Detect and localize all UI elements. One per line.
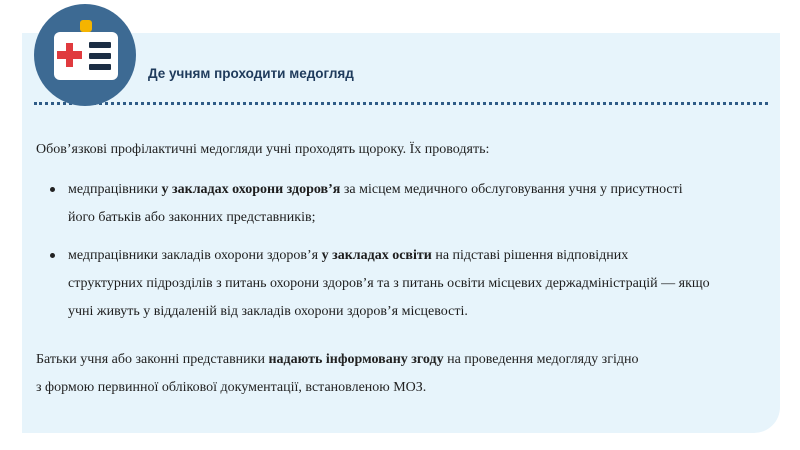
outro-text-part: на проведення медогляду згідно [443, 352, 639, 367]
outro-text-part: Батьки учня або законні представники [36, 352, 269, 367]
list-item-text: його батьків або законних представників; [68, 210, 316, 225]
list-item [36, 242, 756, 326]
card-title: Де учням проходити медогляд [148, 66, 354, 81]
list-item-text: на підставі рішення відповідних [431, 248, 629, 263]
bullet-list [36, 176, 756, 336]
intro-text: Обов’язкові профілактичні медогляди учні проходять щороку. Їх проводять: [36, 142, 490, 157]
list-item [36, 176, 756, 232]
outro-bold: надають інформовану згоду [268, 352, 444, 367]
outro-text-part: з формою первинної облікової документації, встановленою МОЗ. [36, 380, 427, 395]
list-item-text: учні живуть у віддаленій від закладів охорони здоров’я місцевості. [68, 304, 468, 319]
list-item-bold: у закладах охорони здоров’я [161, 182, 341, 197]
outro-text [36, 346, 756, 402]
list-item-text: за місцем медичного обслуговування учня у присутності [340, 182, 683, 197]
badge [34, 4, 136, 106]
medical-id-card-icon [34, 4, 136, 106]
list-item-text: медпрацівники закладів охорони здоров’я [68, 248, 322, 263]
list-item-text: медпрацівники [68, 182, 162, 197]
list-item-bold: у закладах освіти [321, 248, 432, 263]
dotted-divider [34, 102, 768, 105]
list-item-text: структурних підрозділів з питань охорони здоров’я та з питань освіти місцевих держадміністрацій — якщо [68, 276, 710, 291]
